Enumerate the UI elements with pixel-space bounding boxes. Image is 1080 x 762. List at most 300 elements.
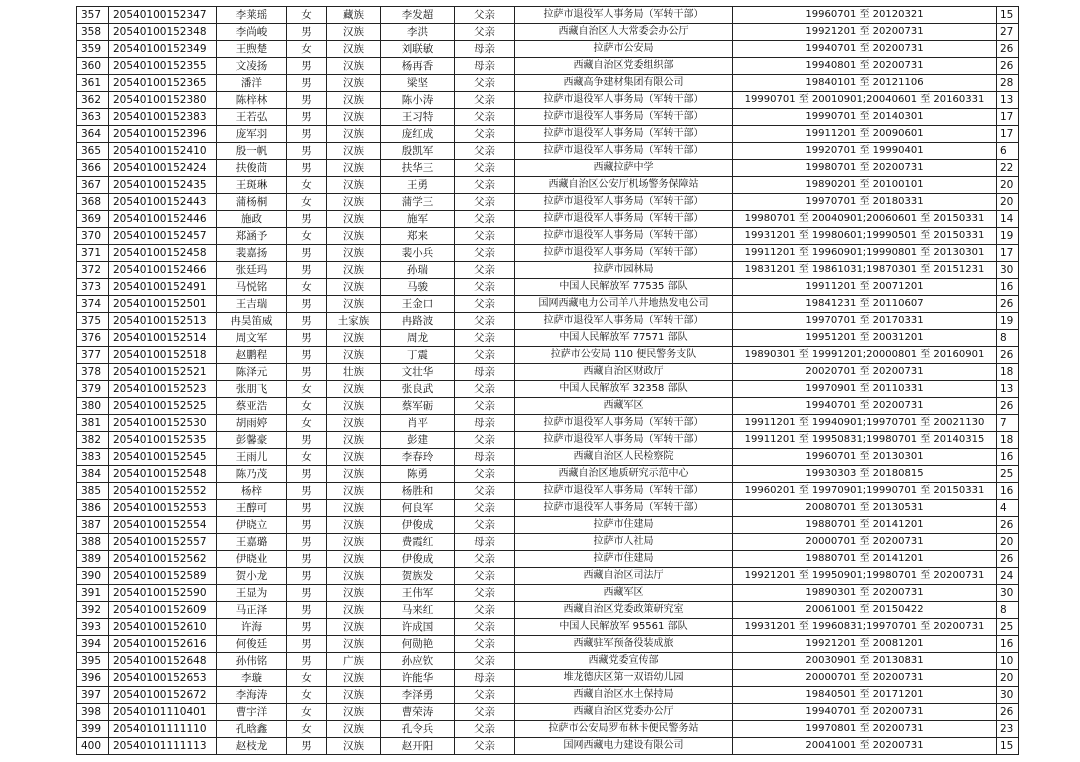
row-number-cell: 368 bbox=[77, 194, 109, 211]
exam-id-cell: 20540100152380 bbox=[109, 92, 217, 109]
row-number-cell: 380 bbox=[77, 398, 109, 415]
parent-name-cell: 孙应钦 bbox=[381, 653, 455, 670]
student-name-cell: 殷一帆 bbox=[217, 143, 287, 160]
work-unit-cell: 拉萨市退役军人事务局（军转干部） bbox=[515, 483, 733, 500]
ethnicity-cell: 汉族 bbox=[327, 721, 381, 738]
student-name-cell: 陈泽元 bbox=[217, 364, 287, 381]
service-years-cell: 8 bbox=[997, 330, 1019, 347]
service-period-cell: 19921201 至 20081201 bbox=[733, 636, 997, 653]
table-row bbox=[77, 704, 1019, 721]
relation-cell: 父亲 bbox=[455, 398, 515, 415]
student-name-cell: 王雨儿 bbox=[217, 449, 287, 466]
student-name-cell: 李莱瑶 bbox=[217, 7, 287, 24]
service-years-cell: 4 bbox=[997, 500, 1019, 517]
service-period-cell: 19921201 至 19950901;19980701 至 20200731 bbox=[733, 568, 997, 585]
ethnicity-cell: 汉族 bbox=[327, 177, 381, 194]
service-years-cell: 22 bbox=[997, 160, 1019, 177]
work-unit-cell: 西藏自治区党委组织部 bbox=[515, 58, 733, 75]
work-unit-cell: 拉萨市退役军人事务局（军转干部） bbox=[515, 228, 733, 245]
table-row bbox=[77, 721, 1019, 738]
exam-id-cell: 20540100152410 bbox=[109, 143, 217, 160]
service-years-cell: 20 bbox=[997, 194, 1019, 211]
relation-cell: 父亲 bbox=[455, 517, 515, 534]
relation-cell: 母亲 bbox=[455, 41, 515, 58]
student-name-cell: 王吉瑞 bbox=[217, 296, 287, 313]
relation-cell: 父亲 bbox=[455, 653, 515, 670]
work-unit-cell: 拉萨市公安局罗布林卡便民警务站 bbox=[515, 721, 733, 738]
ethnicity-cell: 广族 bbox=[327, 653, 381, 670]
ethnicity-cell: 汉族 bbox=[327, 262, 381, 279]
work-unit-cell: 西藏自治区人大常委会办公厅 bbox=[515, 24, 733, 41]
relation-cell: 父亲 bbox=[455, 313, 515, 330]
exam-id-cell: 20540100152457 bbox=[109, 228, 217, 245]
ethnicity-cell: 汉族 bbox=[327, 449, 381, 466]
gender-cell: 男 bbox=[287, 296, 327, 313]
service-years-cell: 16 bbox=[997, 449, 1019, 466]
service-years-cell: 18 bbox=[997, 364, 1019, 381]
row-number-cell: 378 bbox=[77, 364, 109, 381]
student-name-cell: 赵鹏程 bbox=[217, 347, 287, 364]
service-years-cell: 17 bbox=[997, 109, 1019, 126]
gender-cell: 女 bbox=[287, 721, 327, 738]
gender-cell: 男 bbox=[287, 58, 327, 75]
service-period-cell: 19880701 至 20141201 bbox=[733, 551, 997, 568]
gender-cell: 女 bbox=[287, 41, 327, 58]
student-name-cell: 李璇 bbox=[217, 670, 287, 687]
service-period-cell: 19940801 至 20200731 bbox=[733, 58, 997, 75]
parent-name-cell: 彭建 bbox=[381, 432, 455, 449]
parent-name-cell: 王勇 bbox=[381, 177, 455, 194]
table-row bbox=[77, 568, 1019, 585]
student-name-cell: 蒲杨桐 bbox=[217, 194, 287, 211]
row-number-cell: 391 bbox=[77, 585, 109, 602]
exam-id-cell: 20540100152557 bbox=[109, 534, 217, 551]
row-number-cell: 363 bbox=[77, 109, 109, 126]
table-row bbox=[77, 687, 1019, 704]
table-row bbox=[77, 653, 1019, 670]
work-unit-cell: 拉萨市退役军人事务局（军转干部） bbox=[515, 126, 733, 143]
table-row bbox=[77, 534, 1019, 551]
service-years-cell: 26 bbox=[997, 551, 1019, 568]
exam-id-cell: 20540100152396 bbox=[109, 126, 217, 143]
exam-id-cell: 20540100152562 bbox=[109, 551, 217, 568]
parent-name-cell: 梁坚 bbox=[381, 75, 455, 92]
parent-name-cell: 马来红 bbox=[381, 602, 455, 619]
exam-id-cell: 20540100152521 bbox=[109, 364, 217, 381]
exam-id-cell: 20540100152648 bbox=[109, 653, 217, 670]
service-years-cell: 20 bbox=[997, 534, 1019, 551]
table-row bbox=[77, 551, 1019, 568]
student-name-cell: 王嘉璐 bbox=[217, 534, 287, 551]
exam-id-cell: 20540100152545 bbox=[109, 449, 217, 466]
relation-cell: 母亲 bbox=[455, 415, 515, 432]
row-number-cell: 359 bbox=[77, 41, 109, 58]
work-unit-cell: 西藏军区 bbox=[515, 398, 733, 415]
service-period-cell: 20020701 至 20200731 bbox=[733, 364, 997, 381]
table-row bbox=[77, 211, 1019, 228]
parent-name-cell: 郑来 bbox=[381, 228, 455, 245]
ethnicity-cell: 汉族 bbox=[327, 670, 381, 687]
work-unit-cell: 西藏自治区人民检察院 bbox=[515, 449, 733, 466]
relation-cell: 父亲 bbox=[455, 211, 515, 228]
exam-id-cell: 20540100152590 bbox=[109, 585, 217, 602]
student-name-cell: 王显为 bbox=[217, 585, 287, 602]
work-unit-cell: 西藏自治区地质研究示范中心 bbox=[515, 466, 733, 483]
parent-name-cell: 何勋艳 bbox=[381, 636, 455, 653]
exam-id-cell: 20540100152653 bbox=[109, 670, 217, 687]
parent-name-cell: 费霞红 bbox=[381, 534, 455, 551]
parent-name-cell: 陈小涛 bbox=[381, 92, 455, 109]
work-unit-cell: 西藏自治区水土保持局 bbox=[515, 687, 733, 704]
gender-cell: 男 bbox=[287, 347, 327, 364]
table-row bbox=[77, 313, 1019, 330]
parent-name-cell: 李泽勇 bbox=[381, 687, 455, 704]
service-years-cell: 13 bbox=[997, 381, 1019, 398]
work-unit-cell: 西藏军区 bbox=[515, 585, 733, 602]
relation-cell: 父亲 bbox=[455, 721, 515, 738]
service-years-cell: 26 bbox=[997, 41, 1019, 58]
ethnicity-cell: 土家族 bbox=[327, 313, 381, 330]
table-row bbox=[77, 398, 1019, 415]
parent-name-cell: 孙瑞 bbox=[381, 262, 455, 279]
row-number-cell: 373 bbox=[77, 279, 109, 296]
student-name-cell: 孔晗鑫 bbox=[217, 721, 287, 738]
gender-cell: 男 bbox=[287, 653, 327, 670]
service-years-cell: 25 bbox=[997, 466, 1019, 483]
relation-cell: 母亲 bbox=[455, 449, 515, 466]
gender-cell: 男 bbox=[287, 534, 327, 551]
service-years-cell: 26 bbox=[997, 296, 1019, 313]
student-name-cell: 曹宇洋 bbox=[217, 704, 287, 721]
table-row bbox=[77, 619, 1019, 636]
relation-cell: 父亲 bbox=[455, 177, 515, 194]
table-row bbox=[77, 602, 1019, 619]
relation-cell: 母亲 bbox=[455, 58, 515, 75]
relation-cell: 父亲 bbox=[455, 381, 515, 398]
relation-cell: 父亲 bbox=[455, 704, 515, 721]
ethnicity-cell: 汉族 bbox=[327, 211, 381, 228]
service-period-cell: 19911201 至 19940901;19970701 至 20021130 bbox=[733, 415, 997, 432]
table-row bbox=[77, 177, 1019, 194]
ethnicity-cell: 汉族 bbox=[327, 279, 381, 296]
ethnicity-cell: 汉族 bbox=[327, 330, 381, 347]
table-row bbox=[77, 500, 1019, 517]
exam-id-cell: 20540100152466 bbox=[109, 262, 217, 279]
row-number-cell: 381 bbox=[77, 415, 109, 432]
exam-id-cell: 20540100152530 bbox=[109, 415, 217, 432]
relation-cell: 父亲 bbox=[455, 551, 515, 568]
gender-cell: 男 bbox=[287, 109, 327, 126]
table-row bbox=[77, 347, 1019, 364]
exam-id-cell: 20540100152424 bbox=[109, 160, 217, 177]
work-unit-cell: 西藏自治区党委办公厅 bbox=[515, 704, 733, 721]
row-number-cell: 390 bbox=[77, 568, 109, 585]
student-name-cell: 马悦铭 bbox=[217, 279, 287, 296]
ethnicity-cell: 汉族 bbox=[327, 466, 381, 483]
table-row bbox=[77, 92, 1019, 109]
ethnicity-cell: 汉族 bbox=[327, 517, 381, 534]
relation-cell: 父亲 bbox=[455, 636, 515, 653]
service-period-cell: 19930303 至 20180815 bbox=[733, 466, 997, 483]
exam-id-cell: 20540100152347 bbox=[109, 7, 217, 24]
table-row bbox=[77, 262, 1019, 279]
gender-cell: 男 bbox=[287, 126, 327, 143]
work-unit-cell: 西藏党委宣传部 bbox=[515, 653, 733, 670]
gender-cell: 男 bbox=[287, 432, 327, 449]
row-number-cell: 389 bbox=[77, 551, 109, 568]
service-period-cell: 19840101 至 20121106 bbox=[733, 75, 997, 92]
ethnicity-cell: 汉族 bbox=[327, 500, 381, 517]
row-number-cell: 398 bbox=[77, 704, 109, 721]
service-period-cell: 19960701 至 20130301 bbox=[733, 449, 997, 466]
relation-cell: 父亲 bbox=[455, 738, 515, 755]
roster-table-region bbox=[76, 6, 1018, 755]
service-years-cell: 24 bbox=[997, 568, 1019, 585]
ethnicity-cell: 汉族 bbox=[327, 602, 381, 619]
student-name-cell: 陈梓林 bbox=[217, 92, 287, 109]
service-period-cell: 19841231 至 20110607 bbox=[733, 296, 997, 313]
student-name-cell: 伊晓业 bbox=[217, 551, 287, 568]
exam-id-cell: 20540100152610 bbox=[109, 619, 217, 636]
relation-cell: 母亲 bbox=[455, 534, 515, 551]
service-period-cell: 19940701 至 20200731 bbox=[733, 704, 997, 721]
exam-id-cell: 20540100152518 bbox=[109, 347, 217, 364]
service-years-cell: 13 bbox=[997, 92, 1019, 109]
parent-name-cell: 蔡军砺 bbox=[381, 398, 455, 415]
service-period-cell: 19970701 至 20180331 bbox=[733, 194, 997, 211]
roster-table bbox=[76, 6, 1019, 755]
row-number-cell: 361 bbox=[77, 75, 109, 92]
service-years-cell: 26 bbox=[997, 347, 1019, 364]
work-unit-cell: 拉萨市退役军人事务局（军转干部） bbox=[515, 500, 733, 517]
relation-cell: 父亲 bbox=[455, 262, 515, 279]
ethnicity-cell: 汉族 bbox=[327, 194, 381, 211]
parent-name-cell: 陈勇 bbox=[381, 466, 455, 483]
gender-cell: 女 bbox=[287, 279, 327, 296]
relation-cell: 父亲 bbox=[455, 75, 515, 92]
row-number-cell: 388 bbox=[77, 534, 109, 551]
relation-cell: 父亲 bbox=[455, 160, 515, 177]
service-period-cell: 19911201 至 20090601 bbox=[733, 126, 997, 143]
row-number-cell: 376 bbox=[77, 330, 109, 347]
relation-cell: 父亲 bbox=[455, 279, 515, 296]
relation-cell: 父亲 bbox=[455, 687, 515, 704]
service-period-cell: 19911201 至 20071201 bbox=[733, 279, 997, 296]
student-name-cell: 裴嘉扬 bbox=[217, 245, 287, 262]
service-years-cell: 17 bbox=[997, 245, 1019, 262]
row-number-cell: 377 bbox=[77, 347, 109, 364]
service-period-cell: 19990701 至 20010901;20040601 至 20160331 bbox=[733, 92, 997, 109]
student-name-cell: 潘洋 bbox=[217, 75, 287, 92]
gender-cell: 女 bbox=[287, 194, 327, 211]
parent-name-cell: 王伟军 bbox=[381, 585, 455, 602]
row-number-cell: 374 bbox=[77, 296, 109, 313]
table-row bbox=[77, 228, 1019, 245]
service-years-cell: 20 bbox=[997, 177, 1019, 194]
row-number-cell: 384 bbox=[77, 466, 109, 483]
service-period-cell: 19931201 至 19960831;19970701 至 20200731 bbox=[733, 619, 997, 636]
ethnicity-cell: 汉族 bbox=[327, 551, 381, 568]
student-name-cell: 庞军羽 bbox=[217, 126, 287, 143]
exam-id-cell: 20540100152514 bbox=[109, 330, 217, 347]
table-row bbox=[77, 109, 1019, 126]
parent-name-cell: 李洪 bbox=[381, 24, 455, 41]
student-name-cell: 杨梓 bbox=[217, 483, 287, 500]
row-number-cell: 383 bbox=[77, 449, 109, 466]
gender-cell: 男 bbox=[287, 619, 327, 636]
relation-cell: 父亲 bbox=[455, 568, 515, 585]
service-years-cell: 26 bbox=[997, 704, 1019, 721]
table-row bbox=[77, 415, 1019, 432]
service-period-cell: 19990701 至 20140301 bbox=[733, 109, 997, 126]
work-unit-cell: 国网西藏电力公司羊八井地热发电公司 bbox=[515, 296, 733, 313]
work-unit-cell: 拉萨市退役军人事务局（军转干部） bbox=[515, 194, 733, 211]
table-row bbox=[77, 245, 1019, 262]
ethnicity-cell: 藏族 bbox=[327, 7, 381, 24]
exam-id-cell: 20540100152609 bbox=[109, 602, 217, 619]
work-unit-cell: 西藏自治区司法厅 bbox=[515, 568, 733, 585]
work-unit-cell: 西藏拉萨中学 bbox=[515, 160, 733, 177]
table-row bbox=[77, 381, 1019, 398]
gender-cell: 男 bbox=[287, 245, 327, 262]
gender-cell: 女 bbox=[287, 7, 327, 24]
service-period-cell: 19911201 至 19950831;19980701 至 20140315 bbox=[733, 432, 997, 449]
table-row bbox=[77, 75, 1019, 92]
table-row bbox=[77, 517, 1019, 534]
parent-name-cell: 许成国 bbox=[381, 619, 455, 636]
service-period-cell: 19840501 至 20171201 bbox=[733, 687, 997, 704]
ethnicity-cell: 汉族 bbox=[327, 143, 381, 160]
gender-cell: 男 bbox=[287, 517, 327, 534]
table-row bbox=[77, 364, 1019, 381]
gender-cell: 女 bbox=[287, 687, 327, 704]
service-years-cell: 16 bbox=[997, 636, 1019, 653]
relation-cell: 父亲 bbox=[455, 296, 515, 313]
table-row bbox=[77, 636, 1019, 653]
student-name-cell: 李尚峻 bbox=[217, 24, 287, 41]
gender-cell: 男 bbox=[287, 551, 327, 568]
student-name-cell: 贺小龙 bbox=[217, 568, 287, 585]
service-period-cell: 19921201 至 20200731 bbox=[733, 24, 997, 41]
row-number-cell: 395 bbox=[77, 653, 109, 670]
row-number-cell: 371 bbox=[77, 245, 109, 262]
gender-cell: 男 bbox=[287, 313, 327, 330]
row-number-cell: 372 bbox=[77, 262, 109, 279]
student-name-cell: 伊晓立 bbox=[217, 517, 287, 534]
parent-name-cell: 李发超 bbox=[381, 7, 455, 24]
exam-id-cell: 20540100152553 bbox=[109, 500, 217, 517]
gender-cell: 女 bbox=[287, 381, 327, 398]
parent-name-cell: 杨胜和 bbox=[381, 483, 455, 500]
table-row bbox=[77, 483, 1019, 500]
ethnicity-cell: 汉族 bbox=[327, 704, 381, 721]
exam-id-cell: 20540100152383 bbox=[109, 109, 217, 126]
parent-name-cell: 王习特 bbox=[381, 109, 455, 126]
parent-name-cell: 伊俊成 bbox=[381, 517, 455, 534]
parent-name-cell: 扶华三 bbox=[381, 160, 455, 177]
table-row bbox=[77, 279, 1019, 296]
service-years-cell: 14 bbox=[997, 211, 1019, 228]
table-row bbox=[77, 296, 1019, 313]
service-years-cell: 26 bbox=[997, 517, 1019, 534]
ethnicity-cell: 汉族 bbox=[327, 109, 381, 126]
row-number-cell: 386 bbox=[77, 500, 109, 517]
service-years-cell: 27 bbox=[997, 24, 1019, 41]
service-years-cell: 8 bbox=[997, 602, 1019, 619]
ethnicity-cell: 汉族 bbox=[327, 483, 381, 500]
ethnicity-cell: 汉族 bbox=[327, 738, 381, 755]
row-number-cell: 360 bbox=[77, 58, 109, 75]
ethnicity-cell: 汉族 bbox=[327, 228, 381, 245]
student-name-cell: 施政 bbox=[217, 211, 287, 228]
work-unit-cell: 拉萨市住建局 bbox=[515, 517, 733, 534]
service-period-cell: 19951201 至 20031201 bbox=[733, 330, 997, 347]
parent-name-cell: 裴小兵 bbox=[381, 245, 455, 262]
work-unit-cell: 拉萨市退役军人事务局（军转干部） bbox=[515, 109, 733, 126]
relation-cell: 父亲 bbox=[455, 585, 515, 602]
service-period-cell: 20041001 至 20200731 bbox=[733, 738, 997, 755]
relation-cell: 父亲 bbox=[455, 92, 515, 109]
relation-cell: 父亲 bbox=[455, 330, 515, 347]
service-period-cell: 19931201 至 19980601;19990501 至 20150331 bbox=[733, 228, 997, 245]
service-years-cell: 28 bbox=[997, 75, 1019, 92]
row-number-cell: 399 bbox=[77, 721, 109, 738]
exam-id-cell: 20540100152554 bbox=[109, 517, 217, 534]
parent-name-cell: 伊俊成 bbox=[381, 551, 455, 568]
row-number-cell: 358 bbox=[77, 24, 109, 41]
ethnicity-cell: 汉族 bbox=[327, 296, 381, 313]
relation-cell: 父亲 bbox=[455, 194, 515, 211]
exam-id-cell: 20540100152458 bbox=[109, 245, 217, 262]
work-unit-cell: 拉萨市退役军人事务局（军转干部） bbox=[515, 313, 733, 330]
work-unit-cell: 中国人民解放军 77535 部队 bbox=[515, 279, 733, 296]
relation-cell: 母亲 bbox=[455, 364, 515, 381]
row-number-cell: 375 bbox=[77, 313, 109, 330]
service-period-cell: 20000701 至 20200731 bbox=[733, 534, 997, 551]
parent-name-cell: 文壮华 bbox=[381, 364, 455, 381]
relation-cell: 父亲 bbox=[455, 109, 515, 126]
relation-cell: 父亲 bbox=[455, 245, 515, 262]
exam-id-cell: 20540100152672 bbox=[109, 687, 217, 704]
gender-cell: 女 bbox=[287, 228, 327, 245]
student-name-cell: 周文军 bbox=[217, 330, 287, 347]
ethnicity-cell: 汉族 bbox=[327, 687, 381, 704]
service-period-cell: 19911201 至 19960901;19990801 至 20130301 bbox=[733, 245, 997, 262]
service-years-cell: 23 bbox=[997, 721, 1019, 738]
ethnicity-cell: 汉族 bbox=[327, 24, 381, 41]
ethnicity-cell: 汉族 bbox=[327, 58, 381, 75]
student-name-cell: 郑涵予 bbox=[217, 228, 287, 245]
parent-name-cell: 许能华 bbox=[381, 670, 455, 687]
student-name-cell: 张朋飞 bbox=[217, 381, 287, 398]
service-period-cell: 20030901 至 20130831 bbox=[733, 653, 997, 670]
work-unit-cell: 西藏驻军预备役装成旅 bbox=[515, 636, 733, 653]
gender-cell: 男 bbox=[287, 466, 327, 483]
parent-name-cell: 贺族发 bbox=[381, 568, 455, 585]
relation-cell: 父亲 bbox=[455, 347, 515, 364]
student-name-cell: 陈乃茂 bbox=[217, 466, 287, 483]
roster-table-body bbox=[77, 7, 1019, 755]
gender-cell: 男 bbox=[287, 143, 327, 160]
ethnicity-cell: 汉族 bbox=[327, 619, 381, 636]
parent-name-cell: 庞红成 bbox=[381, 126, 455, 143]
student-name-cell: 文凌扬 bbox=[217, 58, 287, 75]
service-period-cell: 19970901 至 20110331 bbox=[733, 381, 997, 398]
parent-name-cell: 曹荣涛 bbox=[381, 704, 455, 721]
service-years-cell: 6 bbox=[997, 143, 1019, 160]
service-years-cell: 30 bbox=[997, 687, 1019, 704]
work-unit-cell: 国网西藏电力建设有限公司 bbox=[515, 738, 733, 755]
